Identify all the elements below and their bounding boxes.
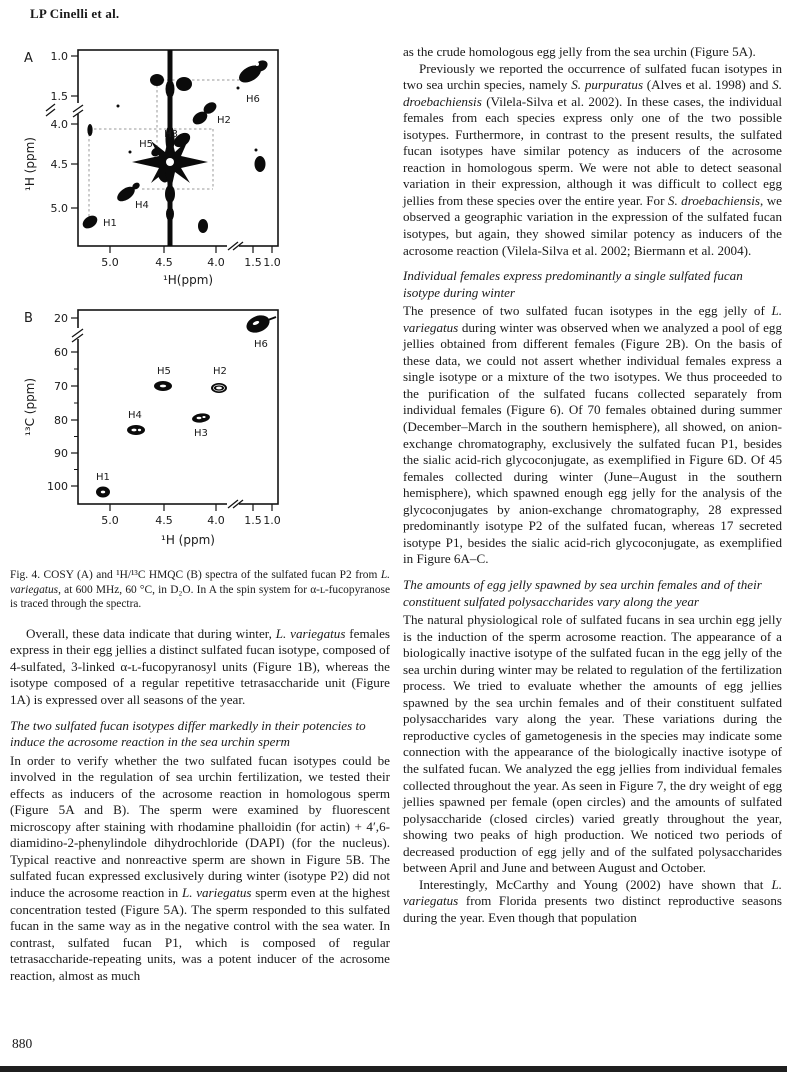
x-tick: 1.5	[244, 256, 262, 269]
x-axis-a	[101, 241, 281, 287]
y-axis-label: ¹H (ppm)	[23, 137, 37, 191]
y-tick: 60	[54, 346, 68, 359]
x-tick: 1.5	[244, 514, 262, 527]
x-tick: 4.5	[155, 256, 173, 269]
peak-label-h3: H3	[164, 129, 178, 140]
y-axis-b	[23, 312, 84, 493]
left-column	[10, 44, 390, 984]
y-tick: 4.5	[50, 158, 68, 171]
x-axis-label: ¹H (ppm)	[161, 533, 215, 547]
x-axis-b	[101, 499, 281, 547]
y-tick: 100	[47, 480, 68, 493]
cosy-peaks	[80, 58, 269, 233]
peak-label-h3: H3	[194, 428, 208, 439]
paragraph: The natural physiological role of sulfated fucans in sea urchin egg jelly is the induction of the sperm acrosome reaction. The appearance of a biologically inactive isotype of the sulfated fucan in the egg jelly of the sea urchin during winter may be related to regulation of the fertilization process. We tried to evaluate whether the amounts of egg jellies spawned by the sea urchin females and of their constituent sulfated polysaccharides vary along the year. These variations during the reproductive cycles of gametogenesis in the species may indicate some connection with the appearance of the biologically inactive isotype of the sulfated fucan. We analyzed the egg jellies from individual females collected throughout the year. As seen in Figure 7, the dry weight of egg jellies spawned per female (open circles) and the amounts of sulfated polysaccharide (closed circles) varied greatly throughout the year, showing two peaks of high production. We noticed two periods of decreased production of egg jelly and of the sulfated polysaccharides between April and June and between August and October.	[403, 612, 782, 876]
cosy-spectrum-panel-a	[10, 44, 370, 302]
peak-h3	[191, 412, 210, 423]
y-tick: 1.5	[50, 90, 68, 103]
peak-h1	[96, 487, 110, 498]
paragraph: The presence of two sulfated fucan isotypes in the egg jelly of L. variegatus during winter was observed when we analyzed a pool of egg jellies obtained from different females (Figure 2B). On the basis of these data, we could not assert whether individual females express a single isotype or a mixture of the two isotypes. We thus proceeded to the purification of the sulfated fucans collected separately from individual females (Figure 6). Of 70 females obtained during summer (December–March in the southern hemisphere), all showed, on anion-exchange chromatography, exclusively the sulfated fucan P1, besides the sialic acid-rich glycoconjugate, as exemplified in Figure 6D. Of 45 females collected during winter (June–August in the southern hemisphere), which spawned enough egg jelly for the analysis of the glycoconjugates by anion-exchange chromatography, 28 expressed predominantly isotype P2 of the sulfated fucan, whereas 17 secreted isotype P1, besides the sialic acid-rich glycoconjugate, as exemplified in Figure 6A–C.	[403, 303, 782, 567]
y-axis-a	[23, 50, 84, 215]
x-tick: 5.0	[101, 514, 119, 527]
section-heading: Individual females express predominantly a single sulfated fucan isotype during winter	[403, 268, 743, 300]
y-tick: 70	[54, 380, 68, 393]
x-tick: 4.0	[207, 514, 225, 527]
figure-4	[10, 44, 390, 612]
y-tick: 80	[54, 414, 68, 427]
page-number: 880	[12, 1036, 33, 1051]
paragraph: Previously we reported the occurrence of sulfated fucan isotypes in two sea urchin species, namely S. purpuratus (Alves et al. 1998) and S. droebachiensis (Vilela-Silva et al. 2002). In these cases, the individual females from each species express only one of the two possible isotypes. Furthermore, in contrast to the present results, the sulfated fucan isotypes have similar potency as inducers of the acrosome reaction in homologous sperm. We were not able to detect seasonal variation in their expression, although it was difficult to collect egg jellies from these species over the entire year. For S. droebachiensis, we observed a geographic variation in the expression of the sulfated fucan isotypes, but again, they showed similar potency as inducers of the acrosome reaction (Vilela-Silva et al. 2002; Biermann et al. 2004).	[403, 60, 782, 258]
x-axis-label: ¹H(ppm)	[162, 273, 214, 287]
x-tick: 4.5	[155, 514, 173, 527]
section-heading: The two sulfated fucan isotypes differ markedly in their potencies to induce the acrosome reaction in the sea urchin sperm	[10, 717, 366, 750]
hmqc-peak-labels	[96, 339, 268, 483]
peak-h6	[244, 312, 276, 336]
peak-h4	[127, 425, 145, 435]
peak-label-h5: H5	[139, 139, 153, 150]
right-column	[403, 44, 782, 926]
scan-edge-bar	[0, 1066, 787, 1072]
x-tick: 1.0	[263, 514, 281, 527]
peak-label-h6: H6	[246, 94, 260, 105]
figure-caption: Fig. 4. COSY (A) and ¹H/¹³C HMQC (B) spectra of the sulfated fucan P2 from L. variegatus, at 600 MHz, 60 °C, in D₂O. In A the spin system for α-ʟ-fucopyranose is traced through the spectra.	[10, 569, 390, 611]
peak-h5	[154, 381, 172, 391]
peak-label-h4: H4	[135, 200, 149, 211]
x-tick: 1.0	[263, 256, 281, 269]
y-tick: 1.0	[50, 50, 68, 63]
peak-label-h6: H6	[254, 339, 268, 350]
y-tick: 5.0	[50, 202, 68, 215]
y-tick: 4.0	[50, 118, 68, 131]
paragraph: Interestingly, McCarthy and Young (2002) have shown that L. variegatus from Florida presents two distinct reproductive seasons during the year. Even though that population	[403, 876, 782, 925]
section-heading: The amounts of egg jelly spawned by sea urchin females and of their constituent sulfated polysaccharides vary along the year	[403, 576, 762, 609]
hmqc-spectrum-panel-b	[10, 302, 370, 564]
paragraph: Overall, these data indicate that during winter, L. variegatus females express in their egg jellies a distinct sulfated fucan isotype, composed of 4-sulfated, 3-linked α-ʟ-fucopyranosyl units (Figure 1B), whereas the isotype composed of a regular repetitive tetrasaccharide unit (Figure 1A) is expressed over all seasons of the year.	[10, 625, 390, 707]
y-tick: 90	[54, 447, 68, 460]
x-tick: 5.0	[101, 256, 119, 269]
peak-label-h2: H2	[217, 115, 231, 126]
peak-label-h4: H4	[128, 410, 142, 421]
peak-label-h1: H1	[103, 218, 117, 229]
y-tick: 20	[54, 312, 68, 325]
peak-h2	[211, 383, 227, 393]
y-axis-label: ¹³C (ppm)	[23, 377, 37, 437]
peak-label-h5: H5	[157, 366, 171, 377]
peak-label-h2: H2	[213, 366, 227, 377]
paragraph: as the crude homologous egg jelly from the sea urchin (Figure 5A).	[403, 44, 756, 59]
x-tick: 4.0	[207, 256, 225, 269]
panel-b-tag: B	[24, 311, 33, 326]
running-head: LP Cinelli et al.	[30, 6, 120, 21]
hmqc-peaks	[96, 312, 276, 497]
panel-a-tag: A	[24, 51, 33, 66]
paragraph: In order to verify whether the two sulfated fucan isotypes could be involved in the regulation of sea urchin fertilization, we tested their effects as inducers of the acrosome reaction in homologous sperm (Figure 5A and B). The sperm were examined by fluorescent microscopy after staining with rhodamine phalloidin (for actin) + 4′,6-diamidino-2-phenylindole dihydrochloride (DAPI) (for the nucleus). Typical reactive and nonreactive sperm are shown in Figure 5B. The sulfated fucan expressed exclusively during winter (isotype P2) did not induce the acrosome reaction in L. variegatus sperm even at the highest concentration tested (Figure 5A). The sperm responded to this sulfated fucan in the same way as in the negative control with the sea water. In contrast, sulfated fucan P1, which is composed of regular tetrasaccharide-repeating units, was a potent inducer of the acrosome reaction, almost as much	[10, 752, 390, 983]
peak-label-h1: H1	[96, 472, 110, 483]
